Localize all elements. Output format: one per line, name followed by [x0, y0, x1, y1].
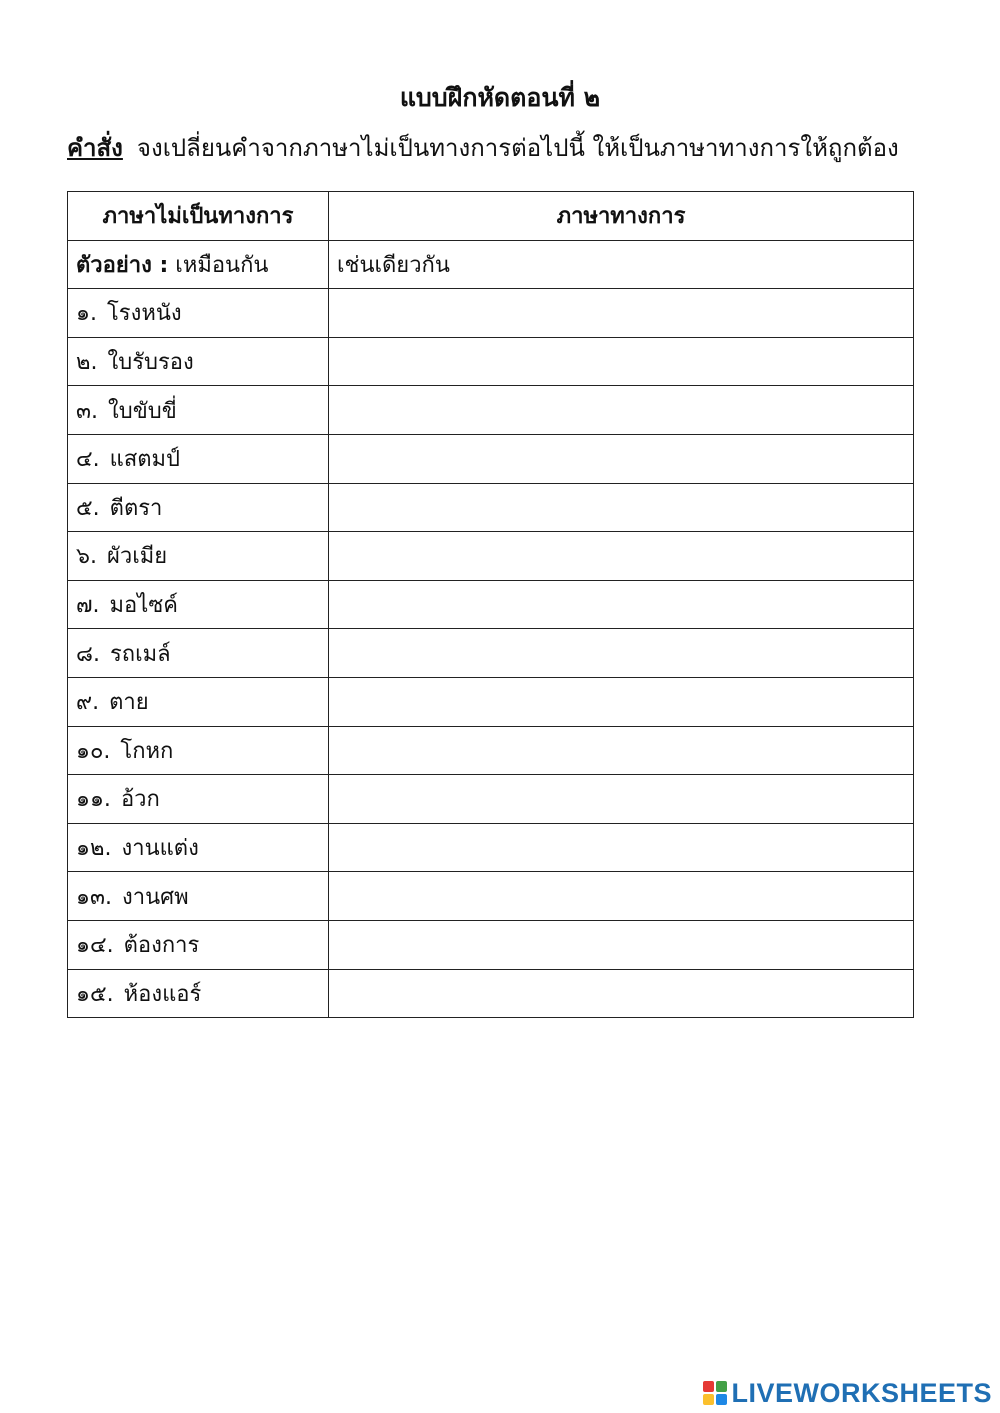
formal-answer-cell[interactable]	[329, 969, 914, 1018]
brand-name: LIVEWORKSHEETS	[731, 1377, 992, 1408]
formal-answer-cell[interactable]	[329, 483, 914, 532]
table-row	[68, 580, 914, 629]
row-number: ๑.	[76, 301, 97, 327]
informal-word-cell	[68, 823, 329, 872]
table-row	[68, 483, 914, 532]
informal-word-cell	[68, 677, 329, 726]
informal-word: ตีตรา	[109, 495, 163, 521]
informal-word: แสตมป์	[109, 447, 181, 473]
formal-answer-cell[interactable]	[329, 386, 914, 435]
example-formal-cell: เช่นเดียวกัน	[329, 240, 914, 289]
table-row	[68, 434, 914, 483]
informal-word: ผัวเมีย	[106, 544, 168, 570]
informal-word: โรงหนัง	[106, 301, 182, 327]
table-row	[68, 726, 914, 775]
formal-answer-cell[interactable]	[329, 580, 914, 629]
informal-word-cell	[68, 386, 329, 435]
informal-word-cell	[68, 337, 329, 386]
liveworksheets-logo-icon	[703, 1381, 727, 1405]
row-number: ๑๐.	[76, 738, 111, 764]
page-title: แบบฝึกหัดตอนที่ ๒	[399, 83, 601, 112]
formal-answer-cell[interactable]	[329, 289, 914, 338]
row-number: ๑๔.	[76, 933, 114, 959]
informal-word: งานศพ	[122, 884, 189, 910]
example-informal-cell	[68, 240, 329, 289]
informal-word: ตาย	[109, 690, 149, 716]
instruction	[67, 128, 947, 167]
informal-word: รถเมล์	[109, 641, 171, 667]
logo-square-yellow	[703, 1394, 714, 1405]
table-row	[68, 629, 914, 678]
example-label: ตัวอย่าง :	[76, 252, 169, 278]
informal-word-cell	[68, 434, 329, 483]
formal-answer-cell[interactable]	[329, 775, 914, 824]
formal-answer-cell[interactable]	[329, 726, 914, 775]
formal-answer-cell[interactable]	[329, 872, 914, 921]
formal-answer-cell[interactable]	[329, 337, 914, 386]
table-row	[68, 775, 914, 824]
informal-word-cell	[68, 580, 329, 629]
informal-word-cell	[68, 775, 329, 824]
informal-word-cell	[68, 289, 329, 338]
informal-word-cell	[68, 872, 329, 921]
row-number: ๗.	[76, 593, 100, 619]
informal-word: อ้วก	[120, 787, 160, 813]
table-row	[68, 532, 914, 581]
informal-word-cell	[68, 726, 329, 775]
formal-answer-cell[interactable]	[329, 677, 914, 726]
informal-word: งานแต่ง	[121, 836, 199, 862]
formal-answer-cell[interactable]	[329, 920, 914, 969]
formal-answer-cell[interactable]	[329, 532, 914, 581]
formal-answer-cell[interactable]	[329, 823, 914, 872]
table-row	[68, 289, 914, 338]
example-informal-word: เหมือนกัน	[175, 252, 269, 278]
table-row	[68, 337, 914, 386]
table-row	[68, 920, 914, 969]
table-row	[68, 677, 914, 726]
row-number: ๖.	[76, 544, 97, 570]
informal-word: โกหก	[120, 738, 174, 764]
row-number: ๓.	[76, 398, 99, 424]
row-number: ๒.	[76, 350, 98, 376]
table-row	[68, 386, 914, 435]
formal-answer-cell[interactable]	[329, 434, 914, 483]
instruction-label: คำสั่ง	[67, 134, 123, 162]
worksheet-table	[67, 191, 914, 1018]
example-row	[68, 240, 914, 289]
row-number: ๑๕.	[76, 981, 114, 1007]
formal-answer-cell[interactable]	[329, 629, 914, 678]
informal-word-cell	[68, 629, 329, 678]
instruction-text: จงเปลี่ยนคำจากภาษาไม่เป็นทางการต่อไปนี้ ให้เป็นภาษาทางการให้ถูกต้อง	[136, 134, 899, 162]
logo-square-blue	[716, 1394, 727, 1405]
row-number: ๘.	[76, 641, 100, 667]
informal-word-cell	[68, 920, 329, 969]
row-number: ๙.	[76, 690, 100, 716]
table-row	[68, 872, 914, 921]
informal-word-cell	[68, 969, 329, 1018]
informal-word: ใบขับขี่	[108, 398, 177, 424]
brand-watermark	[703, 1379, 992, 1407]
informal-word-cell	[68, 532, 329, 581]
table-header-row	[68, 192, 914, 241]
row-number: ๑๑.	[76, 787, 111, 813]
informal-word: ต้องการ	[123, 933, 200, 959]
informal-word-cell	[68, 483, 329, 532]
header-informal: ภาษาไม่เป็นทางการ	[68, 192, 329, 241]
informal-word: ใบรับรอง	[107, 350, 194, 376]
informal-word: ห้องแอร์	[123, 981, 202, 1007]
row-number: ๕.	[76, 495, 100, 521]
row-number: ๑๒.	[76, 836, 112, 862]
header-formal: ภาษาทางการ	[329, 192, 914, 241]
row-number: ๔.	[76, 447, 100, 473]
row-number: ๑๓.	[76, 884, 112, 910]
table-row	[68, 969, 914, 1018]
logo-square-green	[716, 1381, 727, 1392]
logo-square-red	[703, 1381, 714, 1392]
informal-word: มอไซค์	[109, 593, 178, 619]
table-row	[68, 823, 914, 872]
